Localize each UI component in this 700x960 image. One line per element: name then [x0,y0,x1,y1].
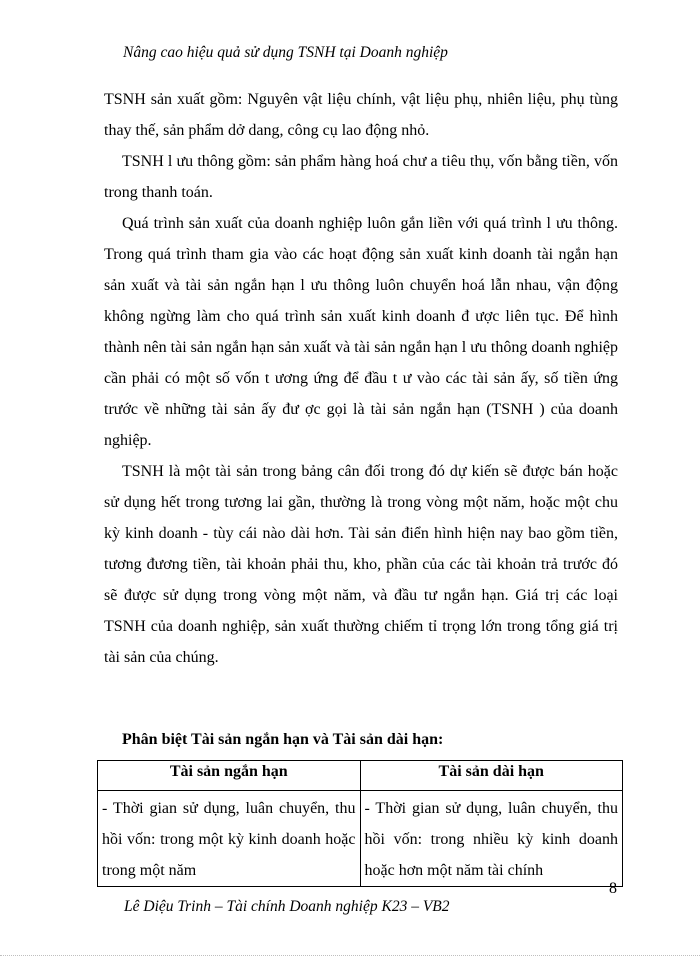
table-cell-short-term: - Thời gian sử dụng, luân chuyển, thu hồi vốn: trong một kỳ kinh doanh hoặc trong một năm [98,791,361,887]
paragraph-production-assets: TSNH sản xuất gồm: Nguyên vật liệu chính, vật liệu phụ, nhiên liệu, phụ tùng thay thế, sản phẩm dở dang, công cụ lao động nhỏ. [104,91,618,139]
page-bottom-divider [0,955,700,956]
page-header: Nâng cao hiệu quả sử dụng TSNH tại Doanh nghiệp [123,44,448,61]
body-text [104,84,618,673]
column-header-long-term: Tài sản dài hạn [360,761,623,791]
table-caption: Phân biệt Tài sản ngắn hạn và Tài sản dài hạn: [122,731,444,748]
paragraph-tsnh-definition: TSNH là một tài sản trong bảng cân đối trong đó dự kiến sẽ được bán hoặc sử dụng hết trong tương lai gần, thường là trong vòng một năm, hoặc một chu kỳ kinh doanh - tùy cái nào dài hơn. Tài sản điển hình hiện nay bao gồm tiền, tương đương tiền, tài khoản phải thu, kho, phần của các tài khoản trả trước đó sẽ được sử dụng trong vòng một năm, và đầu tư ngắn hạn. Giá trị các loại TSNH của doanh nghiệp, sản xuất thường chiếm tỉ trọng lớn trong tổng giá trị tài sản của chúng. [104,463,618,666]
table-header-row [98,761,623,791]
paragraph-production-process: Quá trình sản xuất của doanh nghiệp luôn gắn liền với quá trình l ưu thông. Trong quá trình tham gia vào các hoạt động sản xuất kinh doanh tài ngắn hạn sản xuất và tài sản ngắn hạn l ưu thông luôn chuyển hoá lẫn nhau, vận động không ngừng làm cho quá trình sản xuất kinh doanh đ ược liên tục. Để hình thành nên tài sản ngắn hạn sản xuất và tài sản ngắn hạn l ưu thông doanh nghiệp cần phải có một số vốn t ương ứng để đầu t ư vào các tài sản ấy, số tiền ứng trước về những tài sản ấy đư ợc gọi là tài sản ngắn hạn (TSNH ) của doanh nghiệp. [104,215,618,449]
table-row [98,791,623,887]
page-footer: Lê Diệu Trinh – Tài chính Doanh nghiệp K23 – VB2 [124,898,450,915]
page-number: 8 [609,880,617,897]
comparison-table [97,760,623,887]
table-cell-long-term: - Thời gian sử dụng, luân chuyển, thu hồi vốn: trong nhiều kỳ kinh doanh hoặc hơn một năm tài chính [360,791,623,887]
column-header-short-term: Tài sản ngắn hạn [98,761,361,791]
paragraph-circulation-assets: TSNH l ưu thông gồm: sản phẩm hàng hoá chư a tiêu thụ, vốn bằng tiền, vốn trong thanh toán. [104,153,618,201]
